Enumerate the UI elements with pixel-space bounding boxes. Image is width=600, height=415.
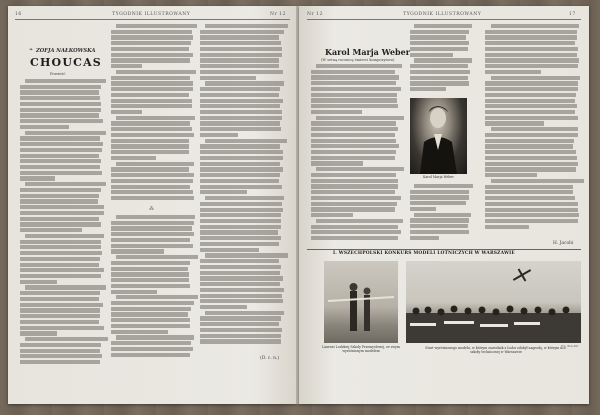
- text-line: [20, 113, 99, 117]
- text-line: [200, 64, 279, 68]
- text-line: [111, 226, 192, 230]
- text-line: [20, 136, 100, 140]
- text-line: [111, 121, 190, 125]
- text-line: [311, 144, 399, 148]
- text-line: [25, 234, 104, 238]
- text-line: [200, 110, 282, 114]
- text-line: [485, 156, 577, 160]
- text-line: [205, 253, 288, 257]
- text-line: [20, 148, 102, 152]
- text-line: [111, 244, 193, 248]
- right-header-rule: [307, 19, 581, 20]
- text-line: [111, 41, 191, 45]
- text-line: [20, 90, 99, 94]
- text-line: [20, 349, 100, 353]
- text-line: [485, 121, 544, 125]
- text-line: [200, 53, 282, 57]
- text-line: [200, 70, 283, 74]
- text-line: [410, 207, 436, 211]
- text-line: [111, 47, 189, 51]
- text-line: [111, 133, 194, 137]
- text-line: [20, 205, 104, 209]
- text-line: [485, 99, 575, 103]
- text-line: [111, 99, 192, 103]
- text-line: [111, 110, 142, 114]
- text-line: [485, 53, 577, 57]
- text-line: [111, 290, 157, 294]
- text-line: [200, 276, 283, 280]
- text-line: [200, 30, 284, 34]
- text-line: [200, 271, 280, 275]
- text-line: [20, 251, 102, 255]
- text-line: [111, 347, 193, 351]
- text-line: [111, 232, 194, 236]
- text-line: [25, 182, 106, 186]
- text-line: [485, 133, 578, 137]
- text-line: [485, 144, 573, 148]
- text-line: [410, 53, 453, 57]
- text-line: [111, 267, 188, 271]
- text-line: [20, 354, 102, 358]
- text-line: [20, 314, 100, 318]
- text-line: [116, 70, 196, 74]
- text-line: [20, 217, 99, 221]
- text-line: [200, 213, 281, 217]
- left-column-3: [200, 24, 284, 345]
- text-line: [111, 221, 194, 225]
- text-line: [116, 215, 195, 219]
- text-line: [25, 79, 106, 83]
- text-line: [200, 47, 282, 51]
- text-line: [20, 211, 104, 215]
- text-line: [311, 179, 398, 183]
- text-line: [491, 76, 580, 80]
- text-line: [485, 173, 537, 177]
- text-line: [485, 47, 578, 51]
- text-line: [485, 104, 577, 108]
- text-line: [200, 316, 281, 320]
- text-line: [111, 127, 192, 131]
- text-line: [485, 70, 541, 74]
- text-line: [111, 284, 190, 288]
- text-line: [111, 261, 190, 265]
- text-line: [25, 285, 106, 289]
- text-line: [25, 131, 106, 135]
- text-line: [200, 219, 281, 223]
- text-line: [311, 81, 396, 85]
- text-line: [410, 236, 439, 240]
- text-line: [20, 165, 100, 169]
- text-line: [200, 87, 280, 91]
- right-running-head: TYGODNIK ILLUSTROWANY: [403, 12, 482, 17]
- text-line: [200, 288, 284, 292]
- text-line: [20, 274, 101, 278]
- right-column-3: [485, 24, 579, 230]
- text-line: [200, 208, 283, 212]
- text-line: [485, 185, 573, 189]
- story-author: ZOFJA NAŁKOWSKA: [36, 48, 96, 54]
- text-line: [410, 64, 468, 68]
- text-line: [410, 30, 469, 34]
- portrait-caption: Karol Marja Weber: [423, 175, 454, 179]
- text-line: [200, 236, 281, 240]
- text-line: [485, 64, 578, 68]
- left-header-rule: [15, 19, 290, 20]
- text-line: [200, 173, 280, 177]
- crowd-and-plane-icon: [406, 261, 581, 343]
- portrait-figure-icon: [410, 98, 467, 174]
- text-line: [311, 133, 395, 137]
- text-line: [111, 81, 193, 85]
- text-line: [200, 99, 283, 103]
- left-column-1: [20, 79, 104, 366]
- left-issue-number: Nr 12: [270, 12, 287, 17]
- text-line: [311, 230, 401, 234]
- text-line: [205, 139, 287, 143]
- text-line: [200, 35, 279, 39]
- text-line: [20, 308, 100, 312]
- text-line: [111, 179, 193, 183]
- text-line: [485, 87, 578, 91]
- text-line: [485, 150, 576, 154]
- text-line: [25, 337, 108, 341]
- text-line: [316, 167, 403, 171]
- text-line: [111, 139, 189, 143]
- text-line: [20, 297, 99, 301]
- text-line: [311, 196, 401, 200]
- text-line: [410, 195, 469, 199]
- text-line: [116, 335, 194, 339]
- text-line: [20, 142, 103, 146]
- text-line: [410, 76, 468, 80]
- text-line: [200, 116, 282, 120]
- left-page: [8, 6, 297, 404]
- text-line: [200, 133, 238, 137]
- text-line: [111, 144, 189, 148]
- text-line: [311, 156, 395, 160]
- text-line: [485, 219, 578, 223]
- text-line: [20, 108, 101, 112]
- text-line: [111, 185, 190, 189]
- text-line: [116, 116, 195, 120]
- story-signature: (D. c. n.): [260, 356, 280, 361]
- text-line: [111, 167, 189, 171]
- text-line: [111, 58, 190, 62]
- section-break-ornament: ⁂: [149, 206, 154, 212]
- text-line: [311, 87, 401, 91]
- text-line: [200, 322, 279, 326]
- text-line: [485, 208, 578, 212]
- right-page-number: 17: [569, 12, 576, 17]
- text-line: [111, 104, 192, 108]
- text-line: [311, 98, 397, 102]
- laureate-photo: [324, 261, 398, 343]
- ornament-icon: ❧: [29, 47, 34, 53]
- text-line: [485, 167, 576, 171]
- text-line: [111, 330, 168, 334]
- text-line: [311, 150, 396, 154]
- text-line: [316, 219, 403, 223]
- text-line: [410, 47, 468, 51]
- text-line: [116, 255, 198, 259]
- text-line: [485, 190, 573, 194]
- left-column-2-lower: [111, 215, 194, 358]
- text-line: [200, 299, 283, 303]
- text-line: [111, 30, 192, 34]
- text-line: [20, 222, 101, 226]
- text-line: [316, 116, 403, 120]
- text-line: [485, 116, 578, 120]
- text-line: [111, 76, 190, 80]
- text-line: [20, 331, 57, 335]
- section-top-rule: [307, 249, 581, 250]
- text-line: [20, 303, 103, 307]
- text-line: [111, 93, 189, 97]
- section-heading: I. WSZECHPOLSKI KONKURS MODELI LOTNICZYCH W WARSZAWIE: [333, 251, 515, 256]
- text-line: [410, 41, 469, 45]
- text-line: [200, 150, 283, 154]
- text-line: [491, 127, 579, 131]
- text-line: [200, 179, 279, 183]
- story-title: CHOUCAS: [30, 56, 102, 69]
- text-line: [311, 93, 397, 97]
- text-line: [311, 225, 398, 229]
- text-line: [20, 360, 100, 364]
- text-line: [20, 159, 101, 163]
- text-line: [111, 324, 190, 328]
- right-column-2: [410, 184, 470, 241]
- text-line: [311, 104, 398, 108]
- text-line: [200, 230, 278, 234]
- text-line: [116, 162, 194, 166]
- text-line: [20, 263, 99, 267]
- text-line: [311, 75, 399, 79]
- text-line: [200, 328, 282, 332]
- text-line: [485, 81, 578, 85]
- text-line: [111, 272, 189, 276]
- text-line: [311, 190, 395, 194]
- text-line: [200, 93, 279, 97]
- weber-portrait-photo: [410, 98, 467, 174]
- text-line: [491, 24, 579, 28]
- text-line: [20, 194, 99, 198]
- text-line: [311, 202, 397, 206]
- laureate-photo-caption: Laureat Lodzkiej Szkoly Przemyslowej, ze swym wyróżnionym modelem: [322, 345, 400, 353]
- model-launch-photo: [406, 261, 581, 343]
- text-line: [111, 35, 193, 39]
- text-line: [200, 167, 283, 171]
- text-line: [200, 104, 280, 108]
- man-with-model-icon: [324, 261, 398, 343]
- text-line: [200, 76, 256, 80]
- text-line: [20, 119, 103, 123]
- text-line: [200, 202, 282, 206]
- text-line: [311, 110, 362, 114]
- text-line: [485, 93, 576, 97]
- text-line: [200, 334, 281, 338]
- text-line: [414, 58, 473, 62]
- text-line: [200, 248, 259, 252]
- text-line: [20, 257, 100, 261]
- text-line: [111, 318, 190, 322]
- text-line: [111, 190, 193, 194]
- text-line: [414, 24, 473, 28]
- text-line: [311, 236, 398, 240]
- text-line: [485, 41, 575, 45]
- text-line: [200, 265, 281, 269]
- text-line: [111, 312, 188, 316]
- text-line: [410, 35, 466, 39]
- text-line: [20, 154, 99, 158]
- text-line: [200, 190, 247, 194]
- text-line: [414, 213, 471, 217]
- text-line: [200, 259, 279, 263]
- text-line: [20, 343, 101, 347]
- text-line: [200, 121, 280, 125]
- text-line: [311, 213, 353, 217]
- text-line: [20, 188, 101, 192]
- text-line: [485, 162, 578, 166]
- text-line: [111, 156, 156, 160]
- right-column-1: [311, 64, 401, 242]
- text-line: [205, 196, 284, 200]
- text-line: [200, 156, 283, 160]
- text-line: [20, 228, 82, 232]
- text-line: [410, 230, 469, 234]
- left-running-head: TYGODNIK ILLUSTROWANY: [112, 12, 191, 17]
- text-line: [200, 162, 280, 166]
- text-line: [20, 326, 104, 330]
- text-line: [20, 176, 55, 180]
- text-line: [200, 242, 279, 246]
- text-line: [205, 24, 288, 28]
- article-title: Karol Marja Weber: [325, 47, 410, 57]
- text-line: [311, 127, 398, 131]
- text-line: [111, 173, 194, 177]
- text-line: [20, 96, 100, 100]
- text-line: [485, 110, 575, 114]
- text-line: [200, 225, 281, 229]
- text-line: [311, 173, 396, 177]
- text-line: [111, 150, 189, 154]
- text-line: [485, 213, 579, 217]
- text-line: [205, 311, 284, 315]
- text-line: [20, 268, 104, 272]
- text-line: [410, 201, 466, 205]
- text-line: [116, 24, 197, 28]
- left-page-number: 16: [15, 12, 22, 17]
- text-line: [111, 87, 193, 91]
- text-line: [116, 295, 198, 299]
- model-launch-caption: Start wyróżnionego modelu, w którym zawodnik z Łodzi zdobył nagrodę, w którym ucz. szkoły technicznej w Warszawie: [425, 346, 567, 354]
- text-line: [414, 184, 474, 188]
- text-line: [200, 58, 279, 62]
- text-line: [485, 196, 575, 200]
- text-line: [111, 341, 191, 345]
- right-column-2-upper: [410, 24, 470, 93]
- photo-credit: Fot. Bon-Kir: [561, 344, 579, 348]
- left-column-2: [111, 24, 194, 202]
- text-line: [111, 196, 194, 200]
- text-line: [111, 238, 190, 242]
- text-line: [410, 218, 469, 222]
- text-line: [111, 53, 193, 57]
- text-line: [20, 125, 69, 129]
- text-line: [410, 81, 469, 85]
- text-line: [111, 353, 190, 357]
- text-line: [485, 139, 574, 143]
- text-line: [410, 190, 469, 194]
- text-line: [410, 224, 468, 228]
- text-line: [20, 320, 99, 324]
- text-line: [485, 202, 578, 206]
- text-line: [111, 307, 191, 311]
- text-line: [311, 161, 363, 165]
- text-line: [200, 339, 281, 343]
- text-line: [20, 199, 98, 203]
- text-line: [20, 291, 100, 295]
- text-line: [491, 179, 584, 183]
- text-line: [111, 249, 164, 253]
- text-line: [410, 87, 446, 91]
- text-line: [200, 294, 282, 298]
- text-line: [485, 30, 577, 34]
- text-line: [316, 64, 402, 68]
- text-line: [111, 278, 189, 282]
- article-subtitle: (W setną rocznicę śmierci kompozytora): [321, 58, 395, 62]
- right-issue-number: Nr 12: [307, 12, 324, 17]
- text-line: [111, 64, 142, 68]
- text-line: [20, 280, 57, 284]
- text-line: [200, 282, 280, 286]
- text-line: [200, 127, 281, 131]
- text-line: [485, 35, 577, 39]
- text-line: [20, 171, 102, 175]
- text-line: [311, 121, 396, 125]
- text-line: [311, 207, 395, 211]
- text-line: [200, 144, 280, 148]
- text-line: [485, 58, 579, 62]
- text-line: [311, 139, 396, 143]
- text-line: [410, 70, 470, 74]
- text-line: [20, 240, 101, 244]
- magazine-spread: [8, 6, 592, 408]
- text-line: [200, 185, 282, 189]
- right-page: [299, 6, 589, 404]
- text-line: [111, 301, 194, 305]
- text-line: [200, 305, 247, 309]
- text-line: [205, 81, 284, 85]
- text-line: [20, 245, 101, 249]
- text-line: [200, 41, 281, 45]
- story-continuation: Powieść: [50, 71, 66, 76]
- text-line: [485, 225, 529, 229]
- article-signature: H. Jacobi: [553, 241, 574, 246]
- text-line: [20, 85, 101, 89]
- text-line: [311, 70, 395, 74]
- text-line: [20, 102, 101, 106]
- text-line: [311, 184, 398, 188]
